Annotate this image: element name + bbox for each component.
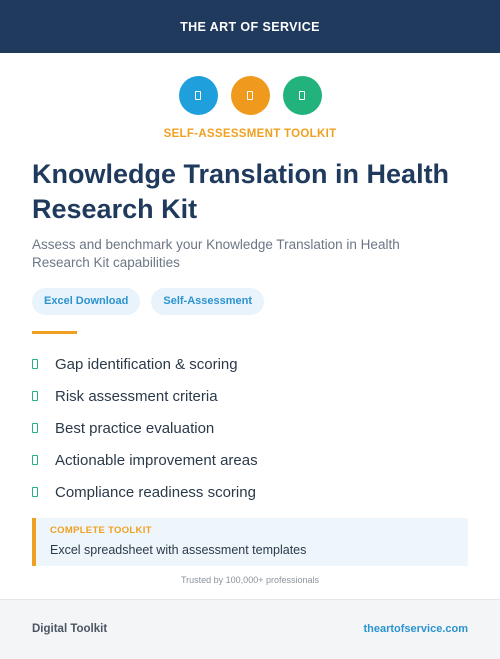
check-icon <box>32 359 38 369</box>
feature-item <box>32 348 258 380</box>
feature-list <box>32 348 258 508</box>
toolkit-callout <box>32 518 468 566</box>
icon-row <box>0 76 500 115</box>
feature-label: Gap identification & scoring <box>55 355 238 373</box>
feature-item <box>32 444 258 476</box>
feature-label: Compliance readiness scoring <box>55 483 256 501</box>
footer-bar <box>0 599 500 659</box>
accent-divider <box>32 331 77 334</box>
header-bar <box>0 0 500 53</box>
check-icon <box>32 423 38 433</box>
document-icon-green <box>283 76 322 115</box>
feature-label: Actionable improvement areas <box>55 451 258 469</box>
callout-description: Excel spreadsheet with assessment templates <box>50 543 307 557</box>
feature-label: Best practice evaluation <box>55 419 215 437</box>
feature-item <box>32 380 258 412</box>
check-icon <box>32 455 38 465</box>
document-icon <box>299 91 305 100</box>
page-title: Knowledge Translation in Health Research Kit <box>32 159 450 224</box>
brand-name: THE ART OF SERVICE <box>180 19 320 34</box>
document-icon-blue <box>179 76 218 115</box>
footer-label: Digital Toolkit <box>32 623 108 635</box>
callout-title: COMPLETE TOOLKIT <box>50 525 152 536</box>
feature-item <box>32 412 258 444</box>
tag-self-assessment: Self-Assessment <box>151 288 264 315</box>
eyebrow-label: SELF-ASSESSMENT TOOLKIT <box>163 128 337 140</box>
tag-list <box>32 288 264 315</box>
footer-website-link[interactable]: theartofservice.com <box>363 623 468 635</box>
document-icon <box>247 91 253 100</box>
document-icon <box>195 91 201 100</box>
feature-item <box>32 476 258 508</box>
feature-label: Risk assessment criteria <box>55 387 218 405</box>
tag-excel-download: Excel Download <box>32 288 140 315</box>
page-subtitle: Assess and benchmark your Knowledge Translation in Health Research Kit capabilities <box>32 237 400 270</box>
trust-text: Trusted by 100,000+ professionals <box>180 575 319 585</box>
document-icon-orange <box>231 76 270 115</box>
check-icon <box>32 391 38 401</box>
check-icon <box>32 487 38 497</box>
